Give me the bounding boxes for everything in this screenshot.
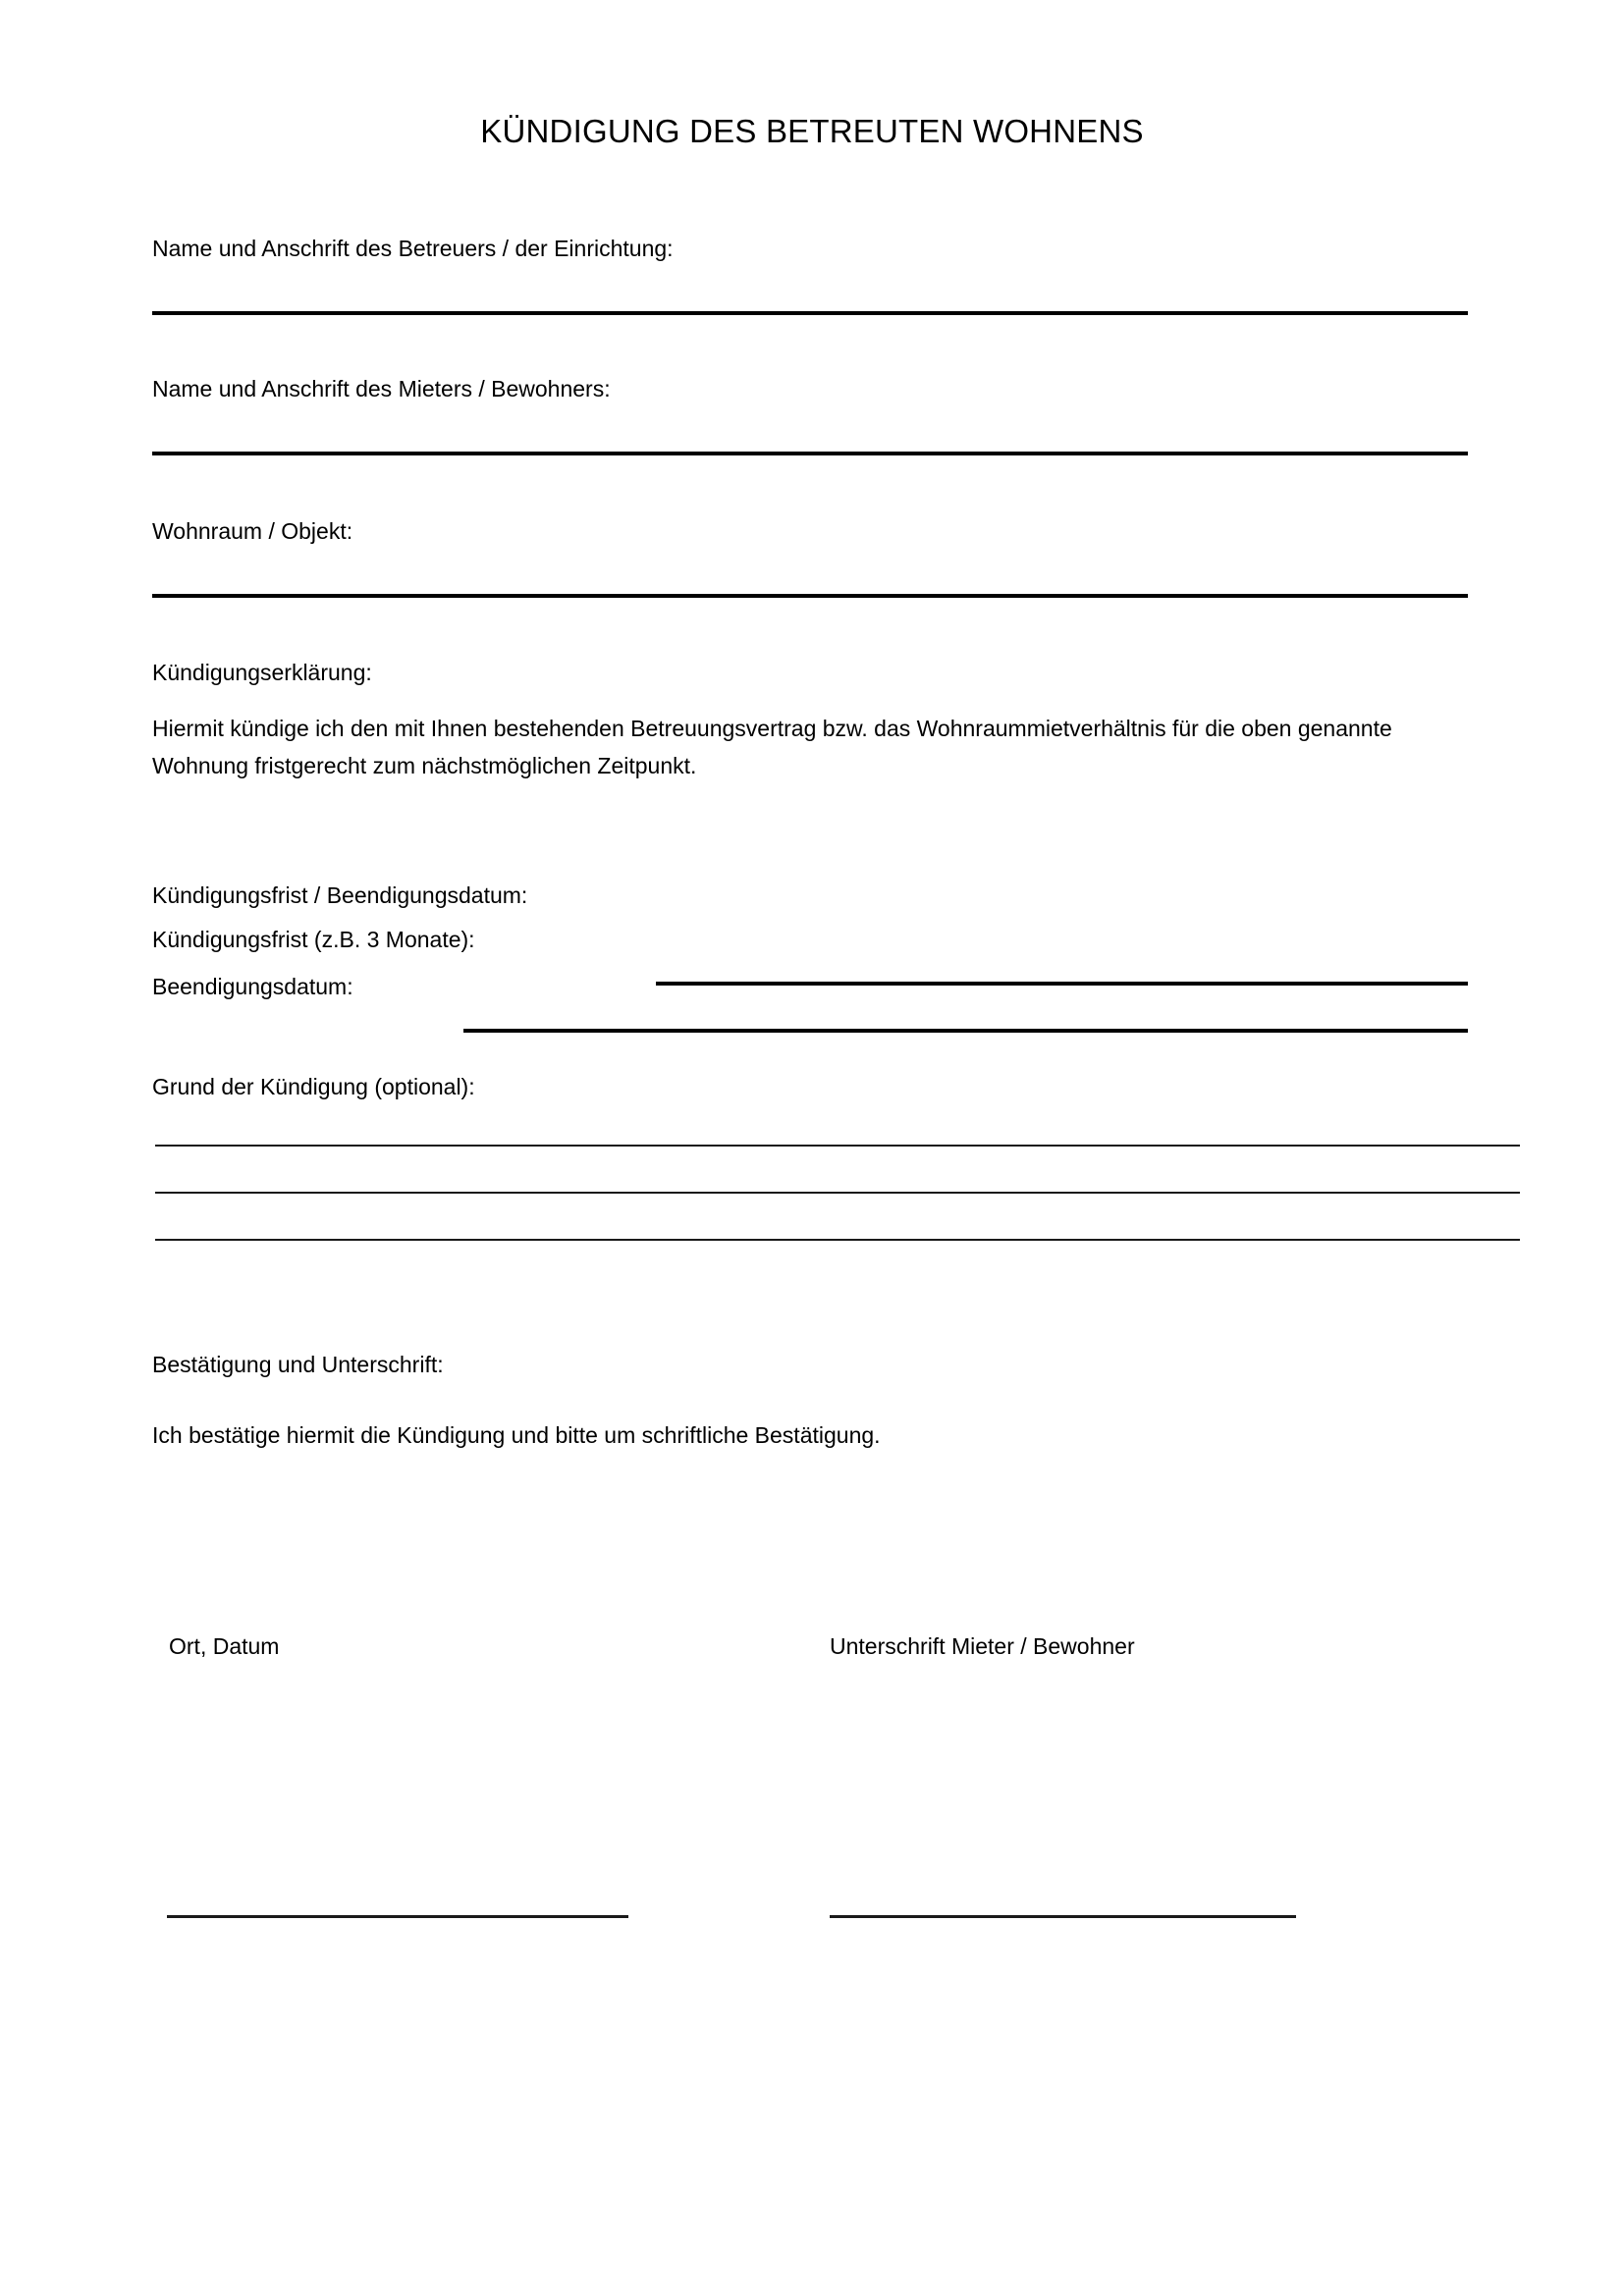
object-label: Wohnraum / Objekt: [152, 518, 353, 544]
place-date-label: Ort, Datum [169, 1633, 280, 1659]
reason-blank-line-3[interactable] [155, 1239, 1520, 1241]
end-date-label: Beendigungsdatum: [152, 974, 353, 999]
confirmation-body: Ich bestätige hiermit die Kündigung und bitte um schriftliche Bestätigung. [152, 1422, 881, 1448]
place-date-signature-line[interactable] [167, 1915, 628, 1918]
object-answer-line[interactable] [152, 594, 1468, 598]
end-date-answer-line[interactable] [463, 1029, 1468, 1033]
reason-blank-line-2[interactable] [155, 1192, 1520, 1194]
page-title: KÜNDIGUNG DES BETREUTEN WOHNENS [480, 113, 1144, 149]
tenant-signature-label: Unterschrift Mieter / Bewohner [830, 1633, 1135, 1659]
tenant-label: Name und Anschrift des Mieters / Bewohners: [152, 376, 611, 401]
reason-blank-line-1[interactable] [155, 1145, 1520, 1147]
notice-period-heading: Kündigungsfrist / Beendigungsdatum: [152, 882, 528, 908]
tenant-answer-line[interactable] [152, 452, 1468, 455]
provider-answer-line[interactable] [152, 311, 1468, 315]
tenant-signature-line[interactable] [830, 1915, 1296, 1918]
confirmation-heading: Bestätigung und Unterschrift: [152, 1352, 444, 1377]
provider-label: Name und Anschrift des Betreuers / der Einrichtung: [152, 236, 674, 261]
declaration-heading: Kündigungserklärung: [152, 660, 372, 685]
declaration-body: Hiermit kündige ich den mit Ihnen bestehenden Betreuungsvertrag bzw. das Wohnraummietverhältnis für die oben genannte Wohnung fristgerecht zum nächstmöglichen Zeitpunkt. [152, 716, 1392, 778]
notice-period-label: Kündigungsfrist (z.B. 3 Monate): [152, 927, 475, 952]
notice-period-answer-line[interactable] [656, 982, 1468, 986]
reason-heading: Grund der Kündigung (optional): [152, 1074, 475, 1099]
